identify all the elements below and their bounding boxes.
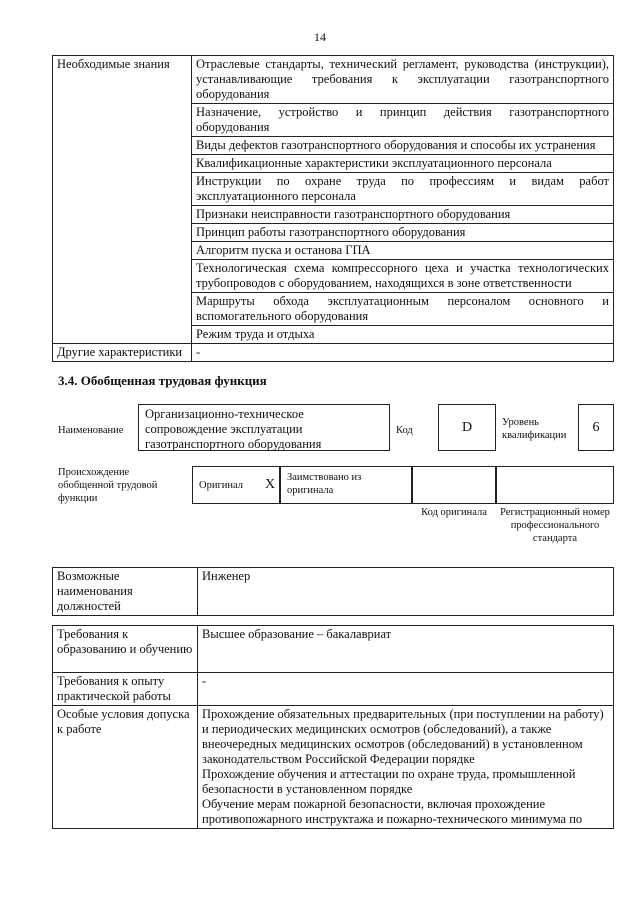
education-value: Высшее образование – бакалавриат xyxy=(198,626,614,673)
knowledge-item: Виды дефектов газотранспортного оборудования и способы их устранения xyxy=(192,137,614,155)
other-characteristics-value: - xyxy=(192,344,614,362)
original-mark: X xyxy=(265,477,276,492)
other-characteristics-label: Другие характеристики xyxy=(53,344,192,362)
condition-item: Обучение мерам пожарной безопасности, включая прохождение противопожарного инструктажа и пожарно-технического минимума по xyxy=(202,797,583,826)
knowledge-item: Признаки неисправности газотранспортного оборудования xyxy=(192,206,614,224)
knowledge-item: Квалификационные характеристики эксплуатационного персонала xyxy=(192,155,614,173)
positions-value: Инженер xyxy=(198,568,614,616)
original-cell xyxy=(192,466,280,504)
page-number: 14 xyxy=(314,30,326,44)
code-original-box xyxy=(412,466,496,504)
knowledge-item: Отраслевые стандарты, технический регламент, руководства (инструкции), устанавливающие требования к эксплуатации газотранспортного оборудования xyxy=(192,56,614,104)
knowledge-label: Необходимые знания xyxy=(53,56,192,344)
knowledge-item: Инструкции по охране труда по профессиям и видам работ эксплуатационного персонала xyxy=(192,173,614,206)
knowledge-item: Назначение, устройство и принцип действия газотранспортного оборудования xyxy=(192,104,614,137)
knowledge-item: Технологическая схема компрессорного цеха и участка технологических трубопроводов с оборудованием, находящихся в зоне ответственности xyxy=(192,260,614,293)
reg-number-label: Регистрационный номер профессионального стандарта xyxy=(500,507,610,544)
experience-label: Требования к опыту практической работы xyxy=(53,673,198,706)
level-label: Уровень квалификации xyxy=(502,417,567,441)
name-value: Организационно-техническое сопровождение эксплуатации газотранспортного оборудования xyxy=(138,404,390,451)
original-label: Оригинал xyxy=(199,480,243,491)
origin-label: Происхождение обобщенной трудовой функции xyxy=(58,467,158,504)
knowledge-item: Маршруты обхода эксплуатационным персоналом основного и вспомогательного оборудования xyxy=(192,293,614,326)
knowledge-item: Режим труда и отдыха xyxy=(192,326,614,344)
level-value: 6 xyxy=(578,404,614,451)
code-label: Код xyxy=(396,425,413,436)
code-value: D xyxy=(438,404,496,451)
positions-table xyxy=(52,567,614,616)
experience-value: - xyxy=(198,673,614,706)
knowledge-item: Принцип работы газотранспортного оборудования xyxy=(192,224,614,242)
knowledge-item: Алгоритм пуска и останова ГПА xyxy=(192,242,614,260)
code-original-label: Код оригинала xyxy=(421,507,487,518)
positions-label: Возможные наименования должностей xyxy=(53,568,198,616)
condition-item: Прохождение обязательных предварительных (при поступлении на работу) и периодических медицинских осмотров (обследований), а также внеочередных медицинских осмотров (обследований) в установленном законодательством Российской Федерации порядке xyxy=(202,707,604,766)
requirements-table xyxy=(52,625,614,829)
conditions-label: Особые условия допуска к работе xyxy=(53,706,198,829)
education-label: Требования к образованию и обучению xyxy=(53,626,198,673)
conditions-cell xyxy=(198,706,614,829)
borrowed-label: Заимствовано из оригинала xyxy=(280,466,412,504)
knowledge-table xyxy=(52,55,614,362)
name-label: Наименование xyxy=(58,425,124,436)
reg-number-box xyxy=(496,466,614,504)
section-heading: 3.4. Обобщенная трудовая функция xyxy=(58,373,267,388)
condition-item: Прохождение обучения и аттестации по охране труда, промышленной безопасности в установленном порядке xyxy=(202,767,576,796)
